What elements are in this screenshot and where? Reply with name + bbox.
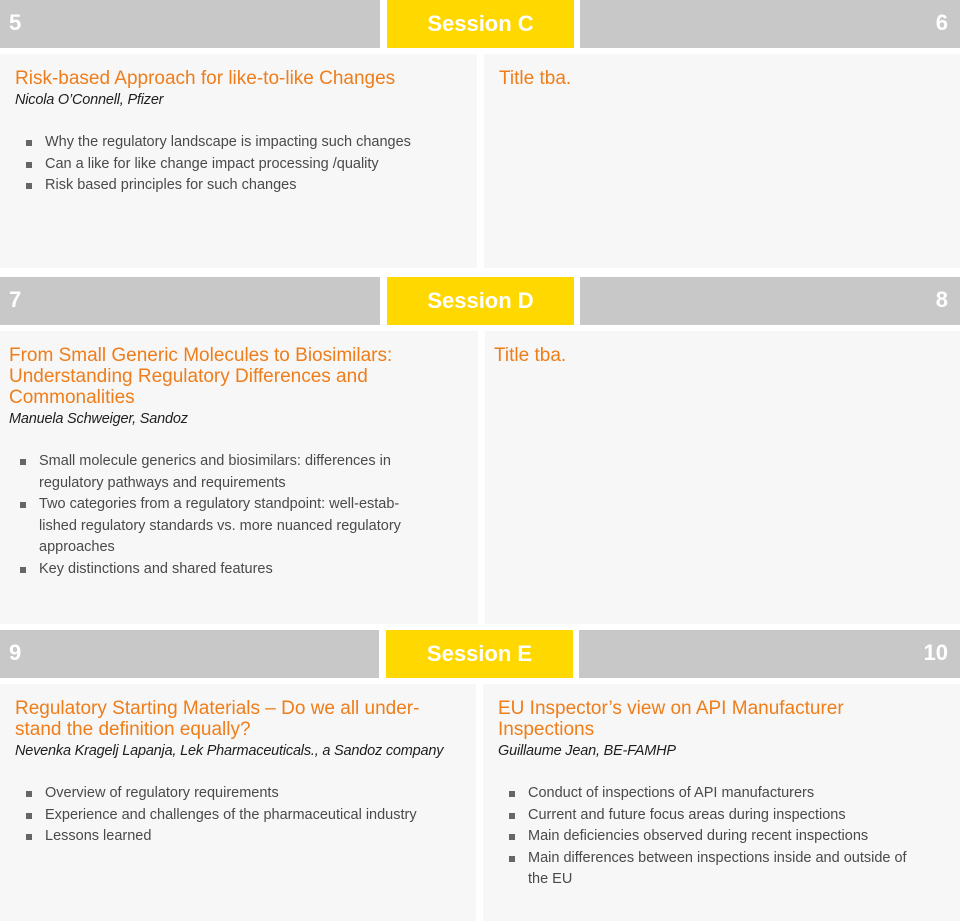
- header-bar-right: [580, 277, 960, 325]
- slot-number: 7: [9, 287, 22, 312]
- bullet-square-icon: [20, 502, 26, 508]
- bullet-square-icon: [26, 813, 32, 819]
- bullet-square-icon: [26, 791, 32, 797]
- list-item: Lessons learned: [15, 826, 461, 848]
- talk-bullets: [15, 783, 461, 848]
- slot-number: 8: [935, 287, 948, 312]
- talk-title: Regulatory Starting Materials – Do we all under- stand the definition equally?: [15, 698, 420, 740]
- list-item: Small molecule generics and biosimilars: differences in regulatory pathways and requirements: [9, 451, 469, 494]
- talk-title: Title tba.: [494, 345, 567, 366]
- bullet-square-icon: [509, 834, 515, 840]
- header-bar-right: [580, 0, 960, 48]
- talk-speaker: Nicola O’Connell, Pfizer: [15, 92, 164, 108]
- bullet-square-icon: [509, 813, 515, 819]
- talk-speaker: Nevenka Kragelj Lapanja, Lek Pharmaceuticals., a Sandoz company: [15, 743, 444, 759]
- list-item: Key distinctions and shared features: [9, 559, 469, 581]
- talk-card-8: [485, 331, 960, 624]
- list-item: Risk based principles for such changes: [15, 175, 462, 197]
- header-bar-left: [0, 277, 380, 325]
- talk-bullets: [15, 132, 462, 197]
- talk-speaker: Guillaume Jean, BE-FAMHP: [498, 743, 676, 759]
- header-bar-right: [579, 630, 960, 678]
- list-item: Two categories from a regulatory standpoint: well-estab- lished regulatory standards vs. more nuanced regulatory approaches: [9, 494, 469, 559]
- list-item: Why the regulatory landscape is impacting such changes: [15, 132, 462, 154]
- bullet-square-icon: [26, 834, 32, 840]
- slot-number: 5: [9, 10, 22, 35]
- session-e-label: Session E: [386, 630, 573, 678]
- slot-number: 6: [935, 10, 948, 35]
- talk-bullets: [9, 451, 469, 580]
- list-item: Can a like for like change impact processing /quality: [15, 154, 462, 176]
- slot-number: 9: [9, 640, 22, 665]
- bullet-square-icon: [26, 162, 32, 168]
- list-item: Overview of regulatory requirements: [15, 783, 461, 805]
- header-bar-left: [0, 0, 380, 48]
- list-item: Main deficiencies observed during recent inspections: [498, 826, 945, 848]
- session-d-label: Session D: [387, 277, 574, 325]
- session-c-label: Session C: [387, 0, 574, 48]
- bullet-square-icon: [20, 459, 26, 465]
- bullet-square-icon: [26, 183, 32, 189]
- talk-bullets: [498, 783, 945, 891]
- list-item: Experience and challenges of the pharmaceutical industry: [15, 805, 461, 827]
- slot-number: 10: [923, 640, 948, 665]
- talk-speaker: Manuela Schweiger, Sandoz: [9, 411, 188, 427]
- list-item: Main differences between inspections inside and outside of the EU: [498, 848, 945, 891]
- bullet-square-icon: [509, 791, 515, 797]
- header-bar-left: [0, 630, 379, 678]
- talk-card-7: [0, 331, 478, 624]
- bullet-square-icon: [20, 567, 26, 573]
- list-item: Current and future focus areas during inspections: [498, 805, 945, 827]
- talk-title: From Small Generic Molecules to Biosimilars: Understanding Regulatory Differences and Commonalities: [9, 345, 393, 408]
- bullet-square-icon: [26, 140, 32, 146]
- bullet-square-icon: [509, 856, 515, 862]
- talk-title: Title tba.: [499, 68, 572, 89]
- talk-card-10: [483, 684, 960, 921]
- talk-title: Risk-based Approach for like-to-like Changes: [15, 68, 396, 89]
- talk-card-9: [0, 684, 476, 921]
- list-item: Conduct of inspections of API manufacturers: [498, 783, 945, 805]
- talk-card-5: [0, 54, 477, 268]
- talk-title: EU Inspector’s view on API Manufacturer Inspections: [498, 698, 844, 740]
- talk-card-6: [484, 54, 960, 268]
